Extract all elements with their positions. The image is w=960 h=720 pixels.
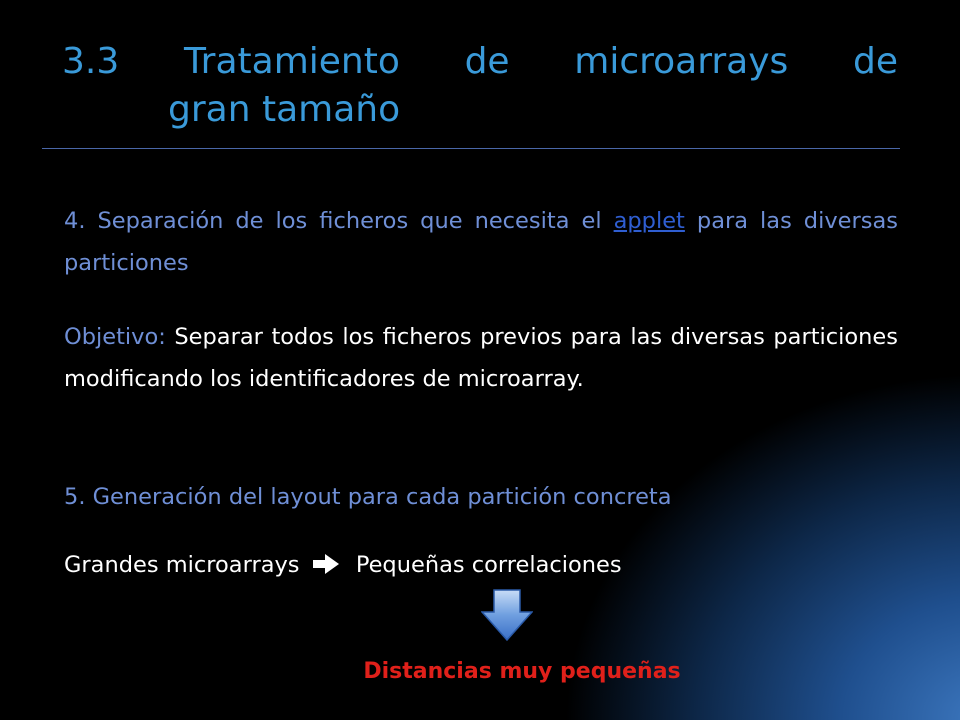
objective-text: Separar todos los ficheros previos para las diversas particiones modificando los identificadores de microarray. xyxy=(64,324,898,392)
relation-line xyxy=(64,544,898,588)
step-4-paragraph xyxy=(64,200,898,284)
title-divider xyxy=(42,148,900,149)
title-line-2: gran tamaño xyxy=(168,89,401,130)
right-arrow-icon xyxy=(313,546,339,588)
title-line-1 xyxy=(62,38,898,86)
relation-right: Pequeñas correlaciones xyxy=(355,552,622,578)
slide-title xyxy=(62,38,898,134)
step-4-prefix: 4. Separación de los ficheros que necesita el xyxy=(64,208,614,234)
step-4-suffix: para las diversas particiones xyxy=(64,208,898,276)
title-word: de xyxy=(464,41,510,82)
step-5-heading: 5. Generación del layout para cada partición concreta xyxy=(64,484,672,510)
title-word: 3.3 xyxy=(62,41,120,82)
objective-paragraph xyxy=(64,316,898,400)
result-text: Distancias muy pequeñas xyxy=(363,659,681,684)
down-arrow-icon xyxy=(481,588,533,646)
title-word: Tratamiento xyxy=(183,41,400,82)
objective-label: Objetivo: xyxy=(64,324,166,350)
title-word: de xyxy=(853,41,898,82)
applet-link[interactable]: applet xyxy=(613,208,685,234)
relation-left: Grandes microarrays xyxy=(64,552,300,578)
title-word: microarrays xyxy=(574,41,789,82)
